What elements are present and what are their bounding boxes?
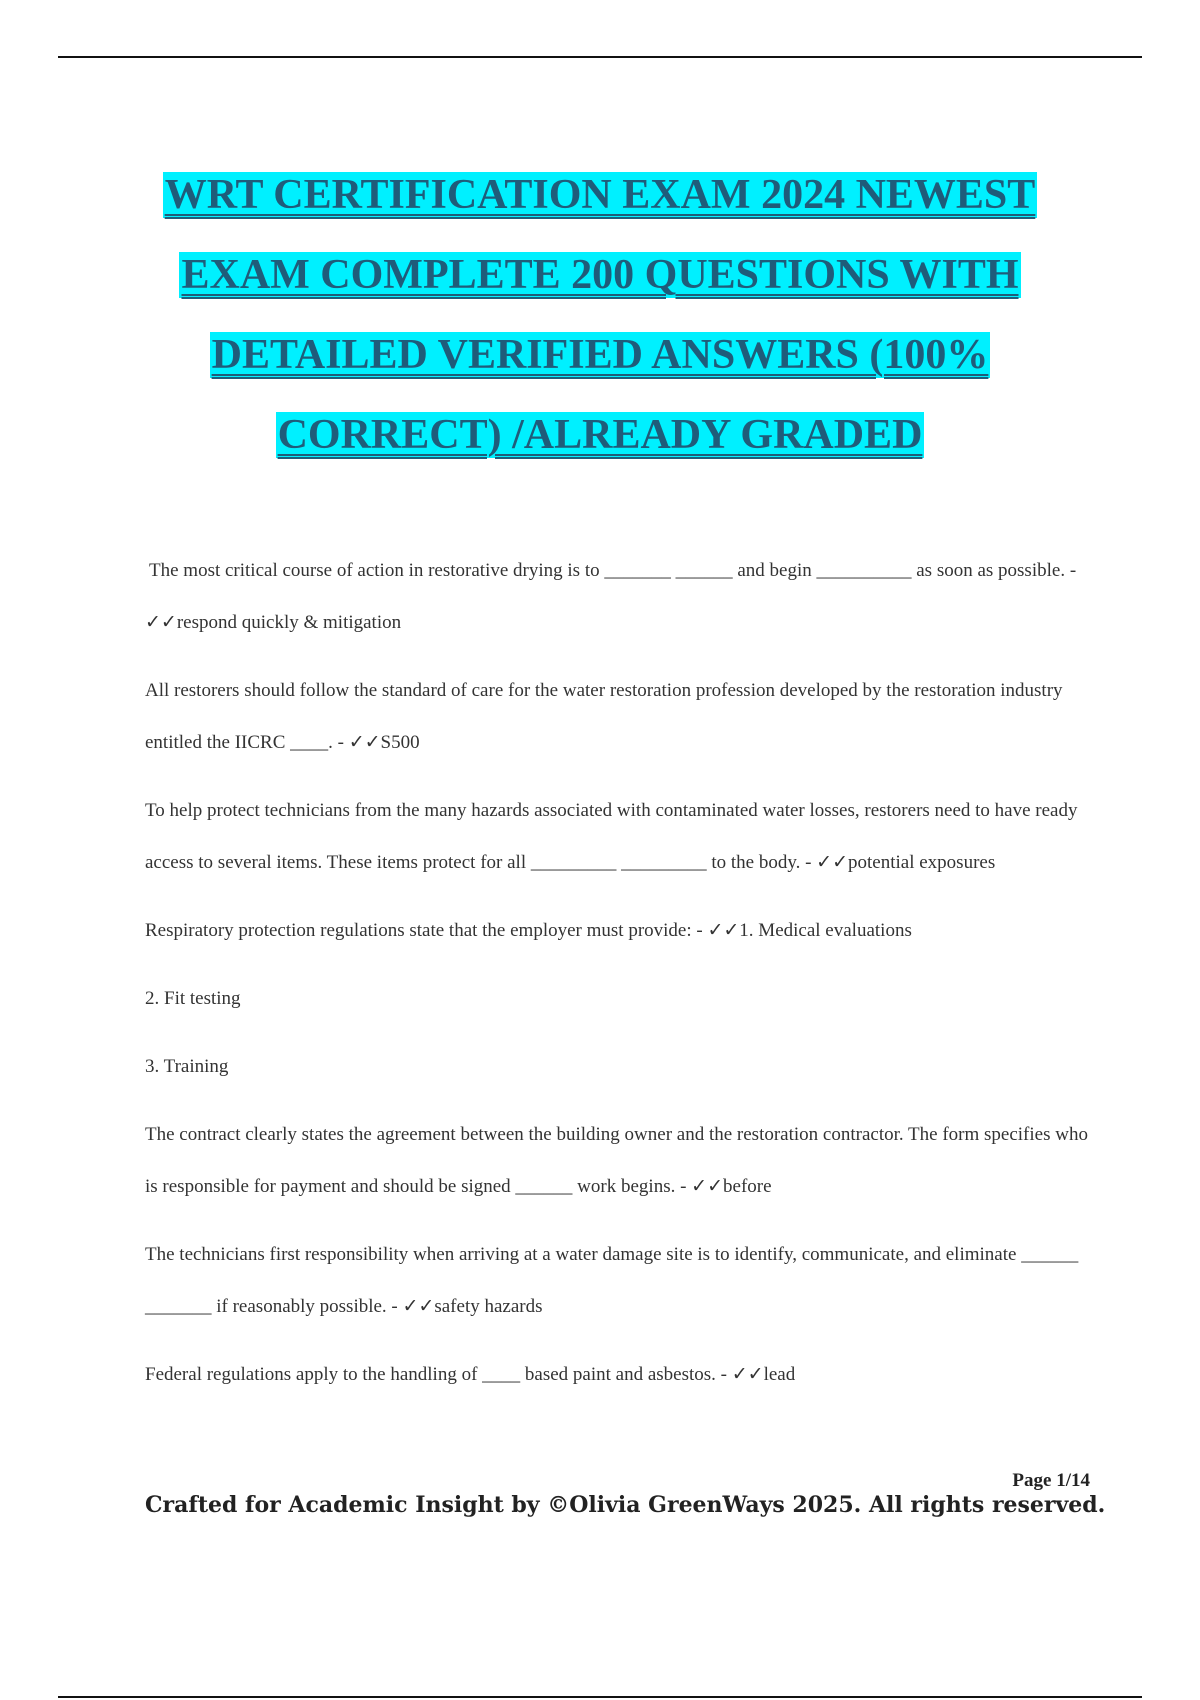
title-line-2: EXAM COMPLETE 200 QUESTIONS WITH xyxy=(181,252,1019,298)
question-paragraph: Federal regulations apply to the handling of ____ based paint and asbestos. - ✓✓lead xyxy=(145,1364,796,1385)
question-paragraph: All restorers should follow the standard of care for the water restoration profession developed by the restoration industry entitled the IICRC ____. - ✓✓S500 xyxy=(145,680,1063,753)
question-paragraph: The technicians first responsibility when arriving at a water damage site is to identify, communicate, and eliminate ______ _______ if reasonably possible. - ✓✓safety hazards xyxy=(145,1244,1079,1317)
top-rule xyxy=(58,56,1142,58)
answer-list-item: 2. Fit testing xyxy=(145,988,241,1009)
question-paragraph: The contract clearly states the agreement between the building owner and the restoration contractor. The form specifies who is responsible for payment and should be signed ______ work begins. - ✓✓before xyxy=(145,1124,1088,1197)
title-line-3: DETAILED VERIFIED ANSWERS (100% xyxy=(211,332,989,378)
page-number: Page 1/14 xyxy=(1012,1470,1090,1491)
question-paragraph: The most critical course of action in restorative drying is to _______ ______ and begin __________ as soon as possible. - ✓✓respond quickly & mitigation xyxy=(145,560,1077,633)
answer-list-item: 3. Training xyxy=(145,1056,229,1077)
title-line-4: CORRECT) /ALREADY GRADED xyxy=(277,412,923,458)
title-line-1: WRT CERTIFICATION EXAM 2024 NEWEST xyxy=(164,172,1036,218)
document-title xyxy=(100,155,1100,475)
footer-copyright: Crafted for Academic Insight by ©Olivia GreenWays 2025. All rights reserved. xyxy=(145,1492,1106,1518)
document-body xyxy=(145,545,1090,1417)
bottom-rule xyxy=(58,1696,1142,1698)
question-paragraph: To help protect technicians from the many hazards associated with contaminated water losses, restorers need to have ready access to several items. These items protect for all _________ _________ to the body. - ✓✓potential exposures xyxy=(145,800,1078,873)
question-paragraph: Respiratory protection regulations state that the employer must provide: - ✓✓1. Medical evaluations xyxy=(145,920,912,941)
